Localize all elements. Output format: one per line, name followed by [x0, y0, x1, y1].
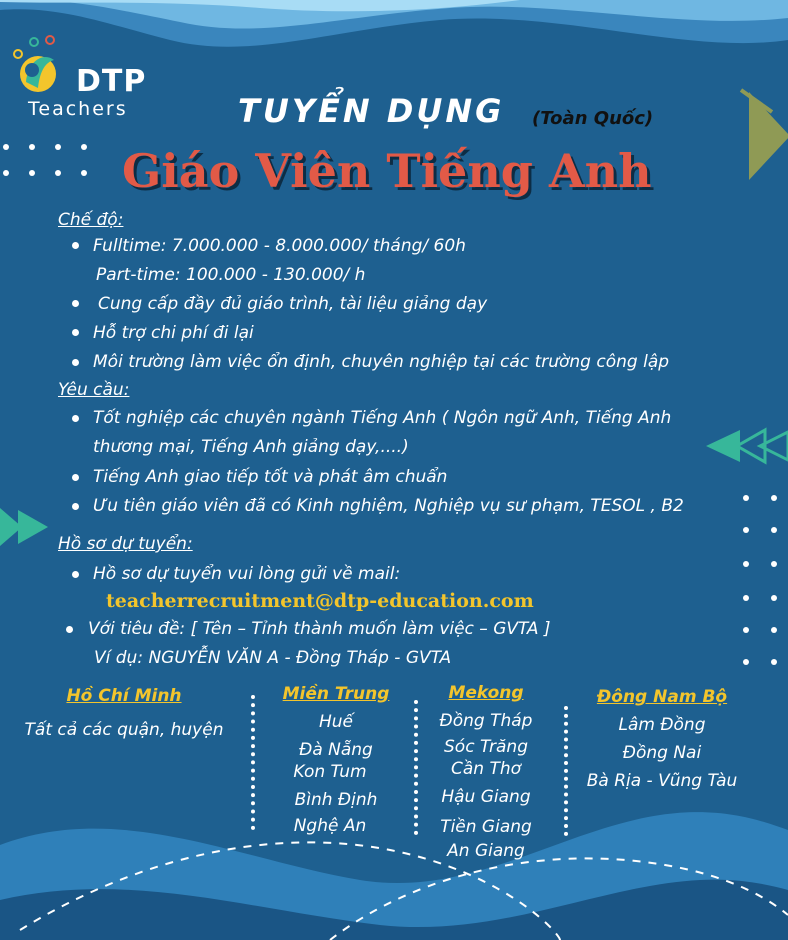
requirement-item-cont: thương mại, Tiếng Anh giảng dạy,....)	[93, 437, 409, 457]
logo-sub: Teachers	[28, 98, 128, 120]
region-place: Đà Nẵng	[299, 740, 373, 760]
benefit-fulltime: Fulltime: 7.000.000 - 8.000.000/ tháng/ 60h	[93, 236, 466, 256]
requirement-item: Tốt nghiệp các chuyên ngành Tiếng Anh ( Ngôn ngữ Anh, Tiếng Anh	[93, 408, 672, 428]
region-place: An Giang	[447, 841, 525, 861]
region-place: Huế	[318, 712, 354, 732]
region-place: Lâm Đồng	[618, 715, 706, 735]
bullet-dot	[72, 503, 79, 510]
region-place: Đồng Tháp	[439, 711, 533, 731]
bullet-dot	[72, 300, 79, 307]
region-place: Tất cả các quận, huyện	[24, 720, 224, 740]
application-subject: Với tiêu đề: [ Tên – Tỉnh thành muốn làm việc – GVTA ]	[88, 619, 551, 639]
application-title: Hồ sơ dự tuyển:	[58, 534, 193, 554]
region-name: Mekong	[448, 683, 524, 703]
region-place: Đồng Nai	[622, 743, 702, 763]
region-place: Hậu Giang	[441, 787, 531, 807]
region-southeast	[574, 687, 750, 791]
benefit-item: Hỗ trợ chi phí đi lại	[93, 323, 254, 343]
requirement-item: Ưu tiên giáo viên đã có Kinh nghiệm, Nghiệp vụ sư phạm, TESOL , B2	[93, 496, 684, 516]
region-central	[270, 684, 402, 836]
dot-grid-left	[0, 140, 110, 180]
region-place: Sóc Trăng	[444, 737, 528, 757]
bullet-dot	[66, 626, 73, 633]
bullet-dot	[72, 571, 79, 578]
benefit-item: Cung cấp đầy đủ giáo trình, tài liệu giảng dạy	[98, 294, 488, 314]
bullet-dot	[72, 329, 79, 336]
region-divider	[564, 706, 572, 836]
bullet-dot	[72, 474, 79, 481]
region-place: Cần Thơ	[450, 759, 522, 779]
bullet-dot	[72, 359, 79, 366]
region-divider	[414, 700, 422, 835]
dot-grid-right	[738, 490, 788, 670]
application-email[interactable]: teacherrecruitment@dtp-education.com	[106, 590, 534, 612]
region-name: Hồ Chí Minh	[66, 686, 182, 706]
heading-recruiting: TUYỂN DỤNG	[238, 92, 505, 130]
requirements-title: Yêu cầu:	[58, 380, 130, 400]
region-mekong	[424, 683, 548, 861]
requirement-item: Tiếng Anh giao tiếp tốt và phát âm chuẩn	[93, 467, 448, 487]
bullet-dot	[72, 242, 79, 249]
benefit-parttime: Part-time: 100.000 - 130.000/ h	[96, 265, 366, 285]
region-place: Nghệ An	[293, 816, 367, 836]
region-hcm	[0, 686, 248, 740]
region-place: Tiền Giang	[440, 817, 532, 837]
logo-brand: DTP	[76, 64, 147, 99]
region-place: Kon Tum	[293, 762, 367, 782]
heading-position: Giáo Viên Tiếng Anh	[122, 144, 652, 198]
heading-scope: (Toàn Quốc)	[532, 108, 654, 129]
benefits-title: Chế độ:	[58, 210, 124, 230]
region-name: Miền Trung	[282, 684, 390, 704]
region-place: Bình Định	[294, 790, 378, 810]
application-example: Ví dụ: NGUYỄN VĂN A - Đồng Tháp - GVTA	[94, 648, 452, 668]
bullet-dot	[72, 415, 79, 422]
logo	[10, 30, 160, 120]
benefit-item: Môi trường làm việc ổn định, chuyên nghiệp tại các trường công lập	[93, 352, 670, 372]
region-name: Đông Nam Bộ	[596, 687, 728, 707]
logo-mark-icon	[10, 30, 72, 100]
region-place: Bà Rịa - Vũng Tàu	[586, 771, 738, 791]
region-divider	[251, 695, 259, 830]
application-send: Hồ sơ dự tuyển vui lòng gửi về mail:	[93, 564, 401, 584]
